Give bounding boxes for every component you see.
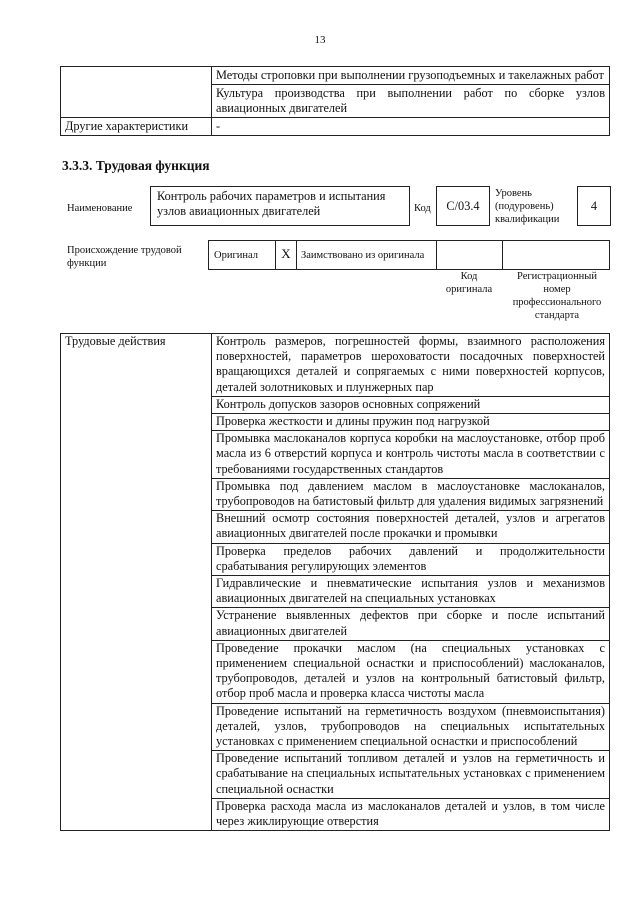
code-caption: Код оригинала — [445, 271, 493, 295]
action-item: Внешний осмотр состояния поверхностей деталей, узлов и агрегатов авиационных двигателей после прокачки и промывки — [212, 511, 610, 543]
action-item: Проверка пределов рабочих давлений и продолжительности срабатывания регулирующих элементов — [212, 543, 610, 575]
action-item: Проведение испытаний на герметичность воздухом (пневмоиспытания) деталей, узлов, трубопроводов на специальных испытательных установках с применением специальной оснастки и приспособлений — [212, 703, 610, 751]
table-cell-right: Культура производства при выполнении работ по сборке узлов авиационных двигателей — [212, 85, 610, 118]
action-item: Проведение прокачки маслом (на специальных установках с применением специальной оснастки и приспособлений) маслоканалов, трубопроводов, деталей и узлов на контрольный батистовый фильтр, отбор проб масла и проверка класса чистоты масла — [212, 640, 610, 703]
level-box — [577, 186, 611, 226]
section-title: 3.3.3. Трудовая функция — [62, 158, 210, 173]
action-item: Устранение выявленных дефектов при сборке и после испытаний авиационных двигателей — [212, 608, 610, 640]
name-label: Наименование — [67, 203, 133, 214]
action-item: Проверка расхода масла из маслоканалов деталей и узлов, в том числе через жиклирующие отверстия — [212, 798, 610, 830]
level-label: Уровень (подуровень) квалификации — [495, 188, 560, 225]
action-item: Проверка жесткости и длины пружин под нагрузкой — [212, 414, 610, 431]
page-number: 13 — [314, 34, 326, 46]
table-cell-left: Другие характеристики — [61, 118, 212, 136]
actions-table — [60, 333, 610, 831]
action-item: Промывка маслоканалов корпуса коробки на маслоустановке, отбор проб масла из 6 отверстий корпуса и контроль чистоты масла в соответствии с требованиями государственных стандартов — [212, 431, 610, 479]
action-item: Промывка под давлением маслом в маслоустановке маслоканалов, трубопроводов на батистовый фильтр для удаления видимых загрязнений — [212, 478, 610, 510]
table-cell-right: - — [212, 118, 610, 136]
origin-original: Оригинал — [214, 250, 258, 261]
origin-label: Происхождение трудовой функции — [67, 245, 182, 269]
action-item: Гидравлические и пневматические испытания узлов и механизмов авиационных двигателей на специальных установках — [212, 576, 610, 608]
divider — [436, 240, 437, 269]
table-cell-left — [61, 67, 212, 118]
table-row — [61, 334, 610, 397]
divider — [296, 240, 297, 269]
code-box — [436, 186, 490, 226]
action-item: Контроль размеров, погрешностей формы, взаимного расположения поверхностей, параметров шероховатости посадочных поверхностей вращающихся деталей и сопрягаемых с ними поверхностей корпусов, деталей золотниковых и плунжерных пар — [212, 334, 610, 397]
origin-borrowed: Заимствовано из оригинала — [301, 250, 425, 261]
code-label: Код — [414, 203, 431, 214]
code-value: С/03.4 — [446, 199, 480, 213]
level-value: 4 — [590, 199, 598, 213]
actions-label: Трудовые действия — [61, 334, 212, 831]
action-item: Проведение испытаний топливом деталей и узлов на герметичность и срабатывание на специальных испытательных установках с применением специальной оснастки — [212, 751, 610, 799]
table-cell-right: Методы строповки при выполнении грузоподъемных и такелажных работ — [212, 67, 610, 85]
reg-caption: Регистрационный номер профессионального стандарта — [512, 271, 602, 321]
action-item: Контроль допусков зазоров основных сопряжений — [212, 396, 610, 413]
origin-mark: X — [281, 246, 291, 261]
name-value: Контроль рабочих параметров и испытания узлов авиационных двигателей — [157, 189, 386, 218]
divider — [502, 240, 503, 269]
table-row — [61, 118, 610, 136]
top-table — [60, 66, 610, 136]
name-box — [150, 186, 410, 226]
table-row — [61, 67, 610, 85]
